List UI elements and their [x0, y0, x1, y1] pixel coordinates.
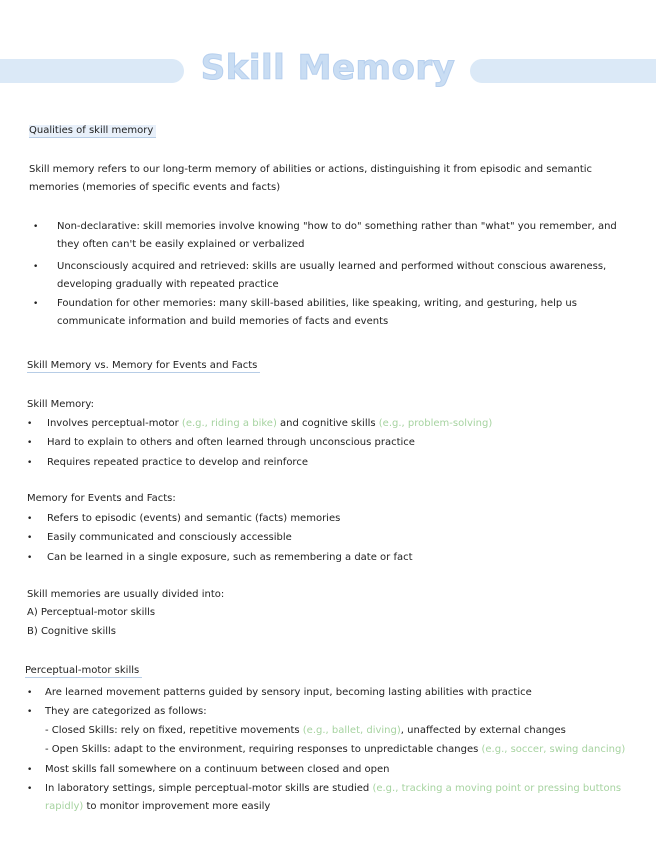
- bullet-text: Involves perceptual-motor: [47, 418, 182, 429]
- bullet-text: - Closed Skills: rely on fixed, repetitive movements: [45, 725, 303, 736]
- bullet-dot: •: [27, 707, 33, 717]
- heading-perceptual-motor: Perceptual-motor skills: [25, 665, 142, 678]
- page-title: Skill Memory: [200, 48, 456, 88]
- bullet-text: to monitor improvement more easily: [83, 801, 271, 812]
- bullet-text: and cognitive skills: [276, 418, 379, 429]
- bullet-dot: •: [27, 438, 33, 448]
- divided-intro: Skill memories are usually divided into:: [27, 589, 225, 600]
- bullet-text: - Open Skills: adapt to the environment, requiring responses to unpredictable changes: [45, 744, 482, 755]
- example-text: (e.g., riding a bike): [181, 418, 277, 429]
- qualities-bullet-1: Non-declarative: skill memories involve knowing "how to do" something rather than "what" you remember, and they often can't be easily explained or verbalized: [57, 221, 617, 250]
- bullet-dot: •: [27, 765, 33, 775]
- bullet-dot: •: [27, 458, 33, 468]
- bullet-dot: •: [27, 533, 33, 543]
- open-skills-line: [45, 741, 645, 759]
- title-band-left: [0, 59, 184, 83]
- bullet-dot: •: [33, 222, 39, 232]
- example-text: (e.g., problem-solving): [378, 418, 493, 429]
- qualities-bullet-3: Foundation for other memories: many skill-based abilities, like speaking, writing, and gesturing, help us communicate information and build memories of facts and events: [57, 298, 577, 327]
- title-banner: [0, 48, 656, 90]
- bullet-dot: •: [27, 553, 33, 563]
- bullet-text: , unaffected by external changes: [400, 725, 566, 736]
- heading-comparison: Skill Memory vs. Memory for Events and Facts: [27, 360, 260, 373]
- bullet-dot: •: [27, 784, 33, 794]
- skill-memory-label: Skill Memory:: [27, 399, 94, 410]
- qualities-bullet-2: Unconsciously acquired and retrieved: skills are usually learned and performed without conscious awareness, developing gradually with repeated practice: [57, 261, 607, 290]
- bullet-dot: •: [27, 419, 33, 429]
- events-bullet-3: Can be learned in a single exposure, such as remembering a date or fact: [47, 552, 413, 563]
- title-band-right: [470, 59, 656, 83]
- bullet-dot: •: [33, 299, 39, 309]
- divided-b: B) Cognitive skills: [27, 626, 116, 637]
- skill-memory-bullet-1: [47, 415, 637, 433]
- bullet-dot: •: [27, 688, 33, 698]
- divided-a: A) Perceptual-motor skills: [27, 607, 156, 618]
- events-facts-label: Memory for Events and Facts:: [27, 493, 176, 504]
- bullet-dot: •: [27, 514, 33, 524]
- example-text: (e.g., ballet, diving): [302, 725, 401, 736]
- events-bullet-1: Refers to episodic (events) and semantic (facts) memories: [47, 513, 341, 524]
- qualities-intro: Skill memory refers to our long-term memory of abilities or actions, distinguishing it from episodic and semantic memories (memories of specific events and facts): [29, 164, 593, 193]
- perceptual-bullet-3: Most skills fall somewhere on a continuum between closed and open: [45, 764, 390, 775]
- perceptual-bullet-2: They are categorized as follows:: [45, 706, 207, 717]
- events-bullet-2: Easily communicated and consciously accessible: [47, 532, 292, 543]
- example-text: (e.g., soccer, swing dancing): [481, 744, 626, 755]
- perceptual-bullet-1: Are learned movement patterns guided by sensory input, becoming lasting abilities with practice: [45, 687, 532, 698]
- skill-memory-bullet-3: Requires repeated practice to develop and reinforce: [47, 457, 308, 468]
- bullet-dot: •: [33, 262, 39, 272]
- perceptual-bullet-4: [45, 780, 635, 816]
- skill-memory-bullet-2: Hard to explain to others and often learned through unconscious practice: [47, 437, 415, 448]
- bullet-text: In laboratory settings, simple perceptual-motor skills are studied: [45, 783, 373, 794]
- closed-skills-line: [45, 722, 645, 740]
- example-text: (e.g., tracking a moving point or pressing buttons rapidly): [45, 783, 622, 812]
- heading-qualities: Qualities of skill memory: [29, 125, 156, 138]
